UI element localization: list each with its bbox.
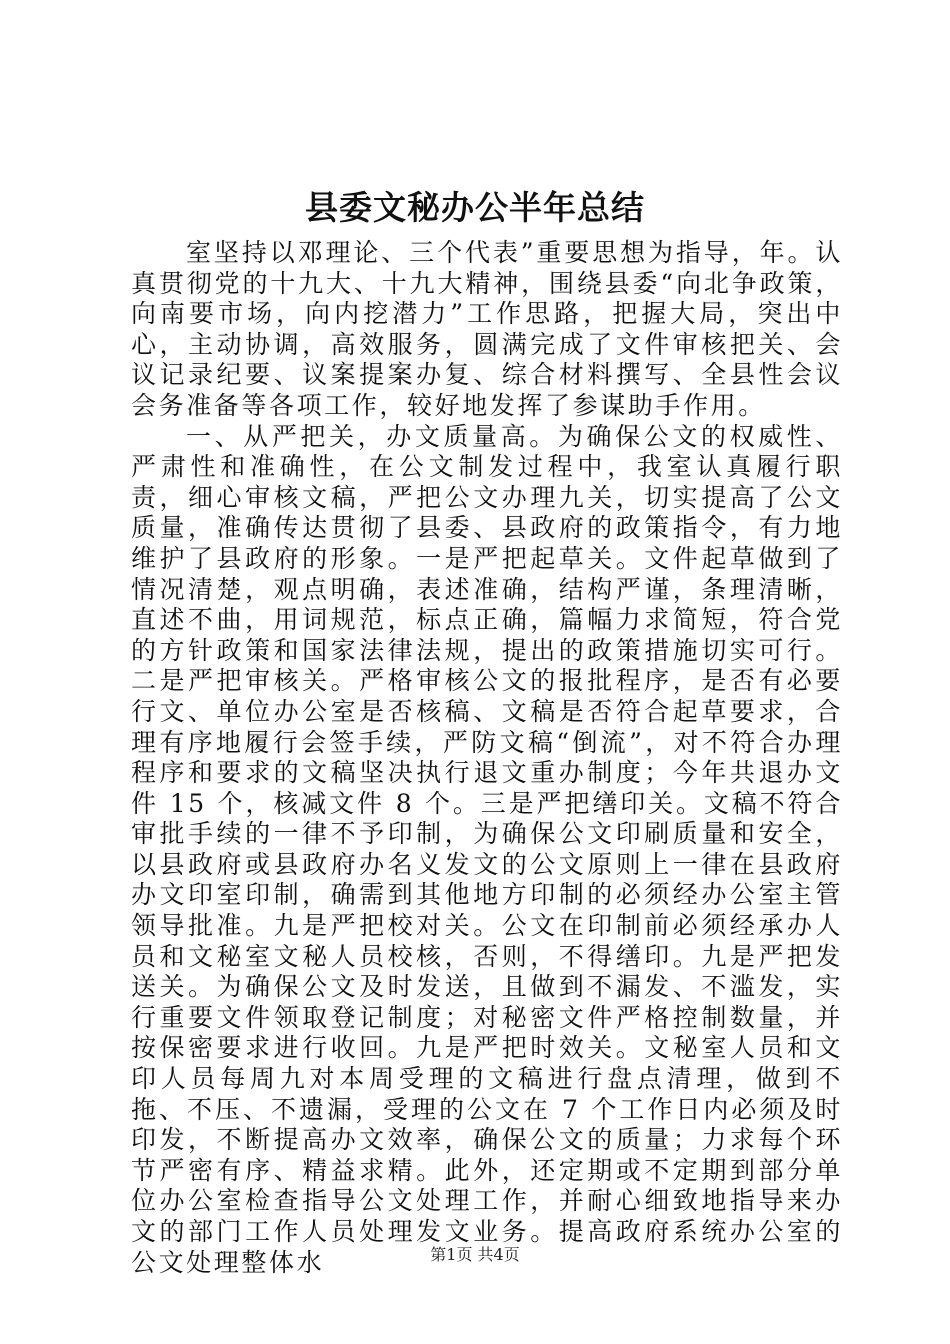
paragraph-section-one: 一、从严把关，办文质量高。为确保公文的权威性、严肃性和准确性，在公文制发过程中，我室认真履行职责，细心审核文稿，严把公文办理九关，切实提高了公文质量，准确传达贯彻了县委、县政府的政策指令，有力地维护了县政府的形象。一是严把起草关。文件起草做到了情况清楚，观点明确，表述准确，结构严谨，条理清晰，直述不曲，用词规范，标点正确，篇幅力求简短，符合党的方针政策和国家法律法规，提出的政策措施切实可行。二是严把审核关。严格审核公文的报批程序，是否有必要行文、单位办公室是否核稿、文稿是否符合起草要求，合理有序地履行会签手续，严防文稿“倒流”，对不符合办理程序和要求的文稿坚决执行退文重办制度；今年共退办文件 15 个，核减文件 8 个。三是严把缮印关。文稿不符合审批手续的一律不予印制，为确保公文印刷质量和安全，以县政府或县政府办名义发文的公文原则上一律在县政府办文印室印制，确需到其他地方印制的必须经办公室主管领导批准。九是严把校对关。公文在印制前必须经承办人员和文秘室文秘人员校核，否则，不得缮印。九是严把发送关。为确保公文及时发送，且做到不漏发、不滥发，实行重要文件领取登记制度；对秘密文件严格控制数量，并按保密要求进行收回。九是严把时效关。文秘室人员和文印人员每周九对本周受理的文稿进行盘点清理，做到不拖、不压、不遗漏，受理的公文在 7 个工作日内必须及时印发，不断提高办文效率，确保公文的质量；力求每个环节严密有序、精益求精。此外，还定期或不定期到部分单位办公室检查指导公文处理工作，并耐心细致地指导来办文的部门工作人员处理发文业务。提高政府系统办公室的公文处理整体水 xyxy=(131,421,843,1277)
document-body xyxy=(131,238,843,1278)
paragraph-intro: 室坚持以邓理论、三个代表”重要思想为指导，年。认真贯彻党的十九大、十九大精神，围绕县委“向北争政策，向南要市场，向内挖潜力”工作思路，把握大局，突出中心，主动协调，高效服务，圆满完成了文件审核把关、会议记录纪要、议案提案办复、综合材料撰写、全县性会议会务准备等各项工作，较好地发挥了参谋助手作用。 xyxy=(131,238,843,420)
document-title: 县委文秘办公半年总结 xyxy=(305,188,645,227)
page-number-footer: 第1页 共4页 xyxy=(430,1245,520,1264)
